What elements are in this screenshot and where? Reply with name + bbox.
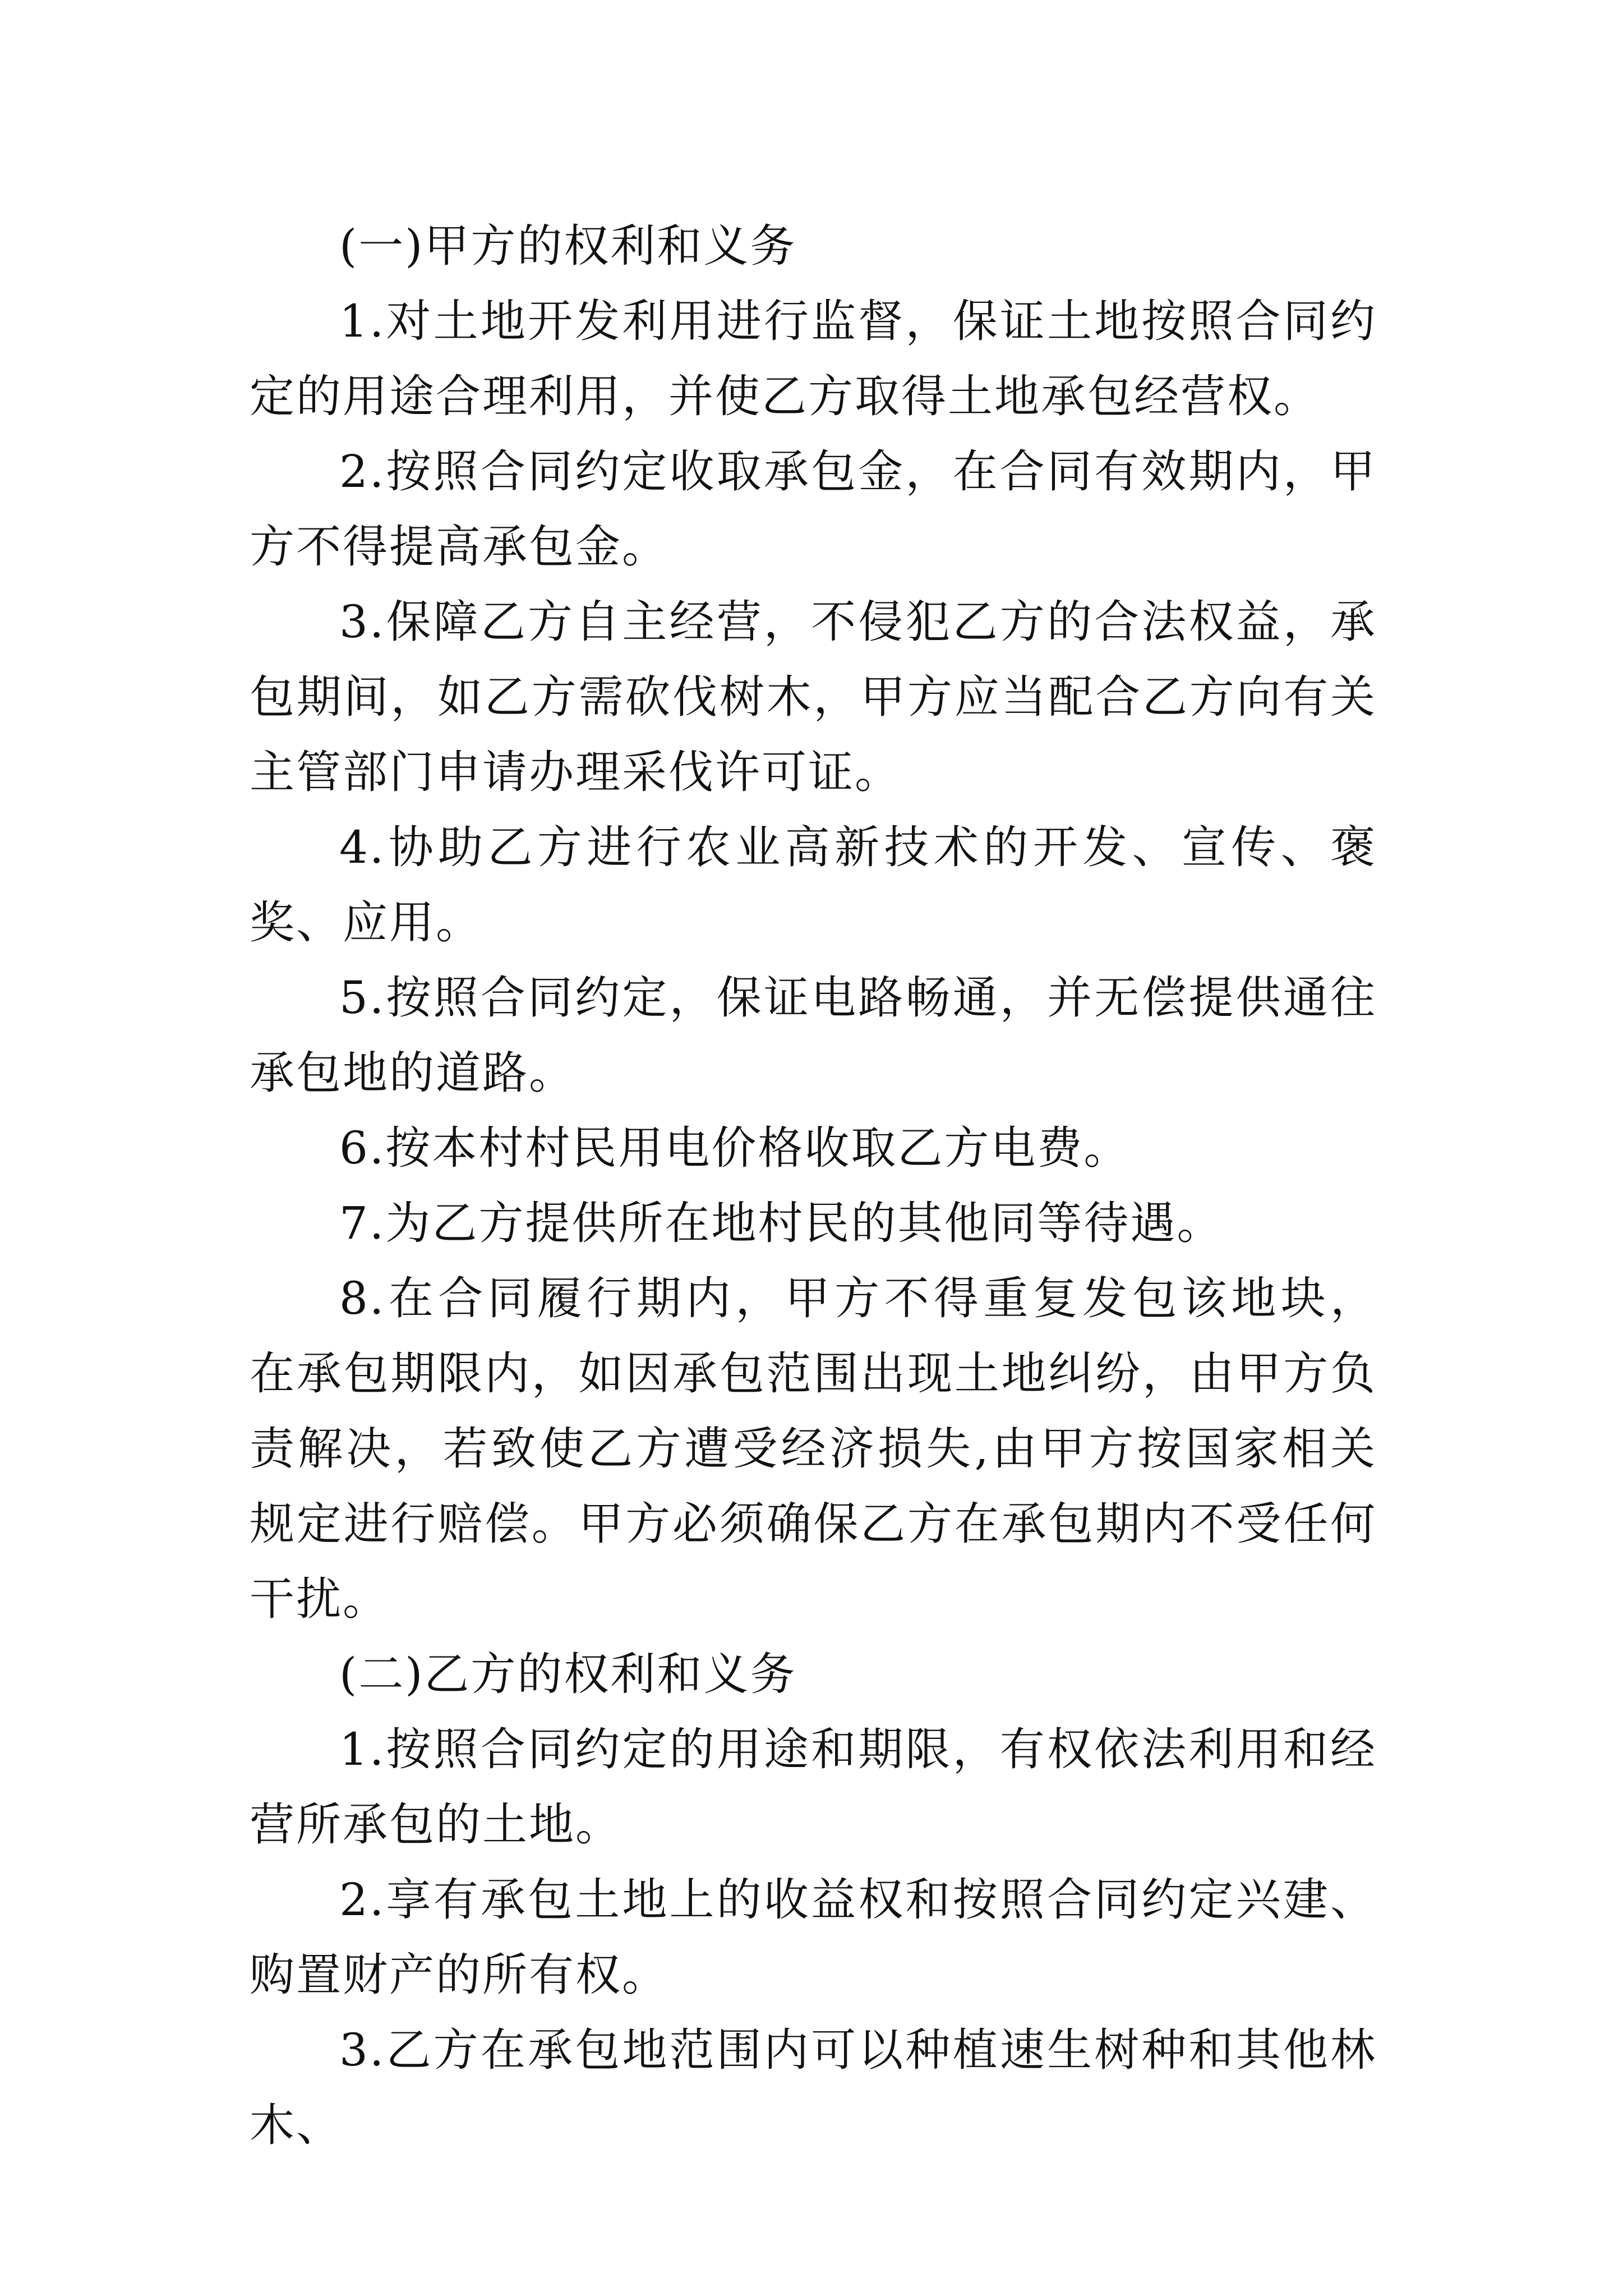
section-heading-party-b: (二)乙方的权利和义务 — [339, 1648, 797, 1700]
paragraph-a7: 7.为乙方提供所在地村民的其他同等待遇。 — [339, 1197, 1224, 1249]
paragraph-a8: 8.在合同履行期内，甲方不得重复发包该地块， 在承包期限内，如因承包范围出现土地纠纷，由甲方负责解决，若致使乙方遭受经济损失,由甲方按国家相关规定进行赔偿。甲方必须确保乙方在承包期内不受任何干扰。 — [250, 1272, 1377, 1625]
paragraph-b2: 2.享有承包土地上的收益权和按照合同约定兴建、购置财产的所有权。 — [250, 1874, 1377, 2001]
paragraph-b3: 3.乙方在承包地范围内可以种植速生树种和其他林木、 — [250, 2024, 1377, 2151]
paragraph-a4: 4.协助乙方进行农业高新技术的开发、宣传、褒奖、应用。 — [250, 821, 1377, 949]
paragraph-a5: 5.按照合同约定，保证电路畅通，并无偿提供通往承包地的道路。 — [250, 972, 1377, 1099]
paragraph-b1: 1.按照合同约定的用途和期限，有权依法利用和经营所承包的土地。 — [250, 1723, 1377, 1851]
paragraph-a2: 2.按照合同约定收取承包金，在合同有效期内，甲方不得提高承包金。 — [250, 445, 1377, 573]
paragraph-a1: 1.对土地开发利用进行监督，保证土地按照合同约定的用途合理利用，并使乙方取得土地承包经营权。 — [250, 295, 1377, 422]
document-body — [250, 209, 1377, 2163]
paragraph-a3: 3.保障乙方自主经营，不侵犯乙方的合法权益，承包期间，如乙方需砍伐树木，甲方应当配合乙方向有关主管部门申请办理采伐许可证。 — [250, 596, 1377, 798]
paragraph-a6: 6.按本村村民用电价格收取乙方电费。 — [339, 1122, 1131, 1174]
section-heading-party-a: (一)甲方的权利和义务 — [339, 220, 797, 272]
